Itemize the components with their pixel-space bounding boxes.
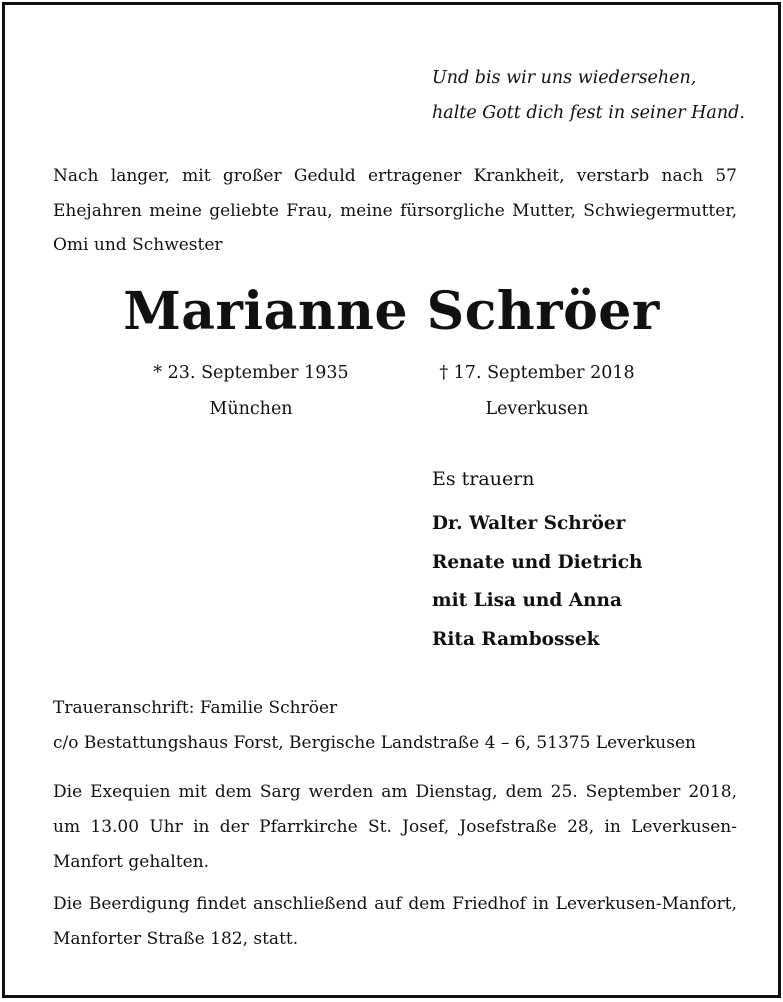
address-line-2: c/o Bestattungshaus Forst, Bergische Landstraße 4 – 6, 51375 Leverkusen: [53, 733, 696, 753]
obituary-notice: [2, 2, 781, 998]
intro-text: Nach langer, mit großer Geduld ertragener Krankheit, verstarb nach 57 Ehejahren meine geliebte Frau, meine fürsorgliche Mutter, Schwiegermutter, Omi und Schwester: [53, 166, 737, 255]
death-date: † 17. September 2018: [439, 363, 635, 383]
mourners-lead: Es trauern: [432, 468, 535, 490]
burial-details: Die Beerdigung findet anschließend auf dem Friedhof in Leverkusen-Manfort, Manforter Straße 182, statt.: [53, 894, 737, 949]
address-line-1: Traueranschrift: Familie Schröer: [53, 698, 338, 718]
death-info: [429, 355, 645, 427]
mourners-list: [432, 461, 643, 659]
birth-date: * 23. September 1935: [153, 363, 349, 383]
birth-info: [151, 355, 351, 427]
mourner-name: Renate und Dietrich: [432, 551, 643, 573]
motto-verse: [432, 61, 745, 131]
mourner-name: mit Lisa und Anna: [432, 590, 622, 611]
death-place: Leverkusen: [485, 399, 589, 419]
service-details: Die Exequien mit dem Sarg werden am Dienstag, dem 25. September 2018, um 13.00 Uhr in der Pfarrkirche St. Josef, Josefstraße 28, in Leverkusen-Manfort gehalten.: [53, 782, 737, 872]
mourner-name: Rita Rambossek: [432, 628, 600, 650]
deceased-name: Marianne Schröer: [123, 281, 660, 342]
motto-line-1: Und bis wir uns wiedersehen,: [432, 68, 697, 88]
motto-line-2: halte Gott dich fest in seiner Hand.: [432, 103, 745, 123]
mourner-name: Dr. Walter Schröer: [432, 513, 626, 534]
birth-place: München: [209, 399, 293, 419]
mourning-address: [53, 691, 696, 761]
